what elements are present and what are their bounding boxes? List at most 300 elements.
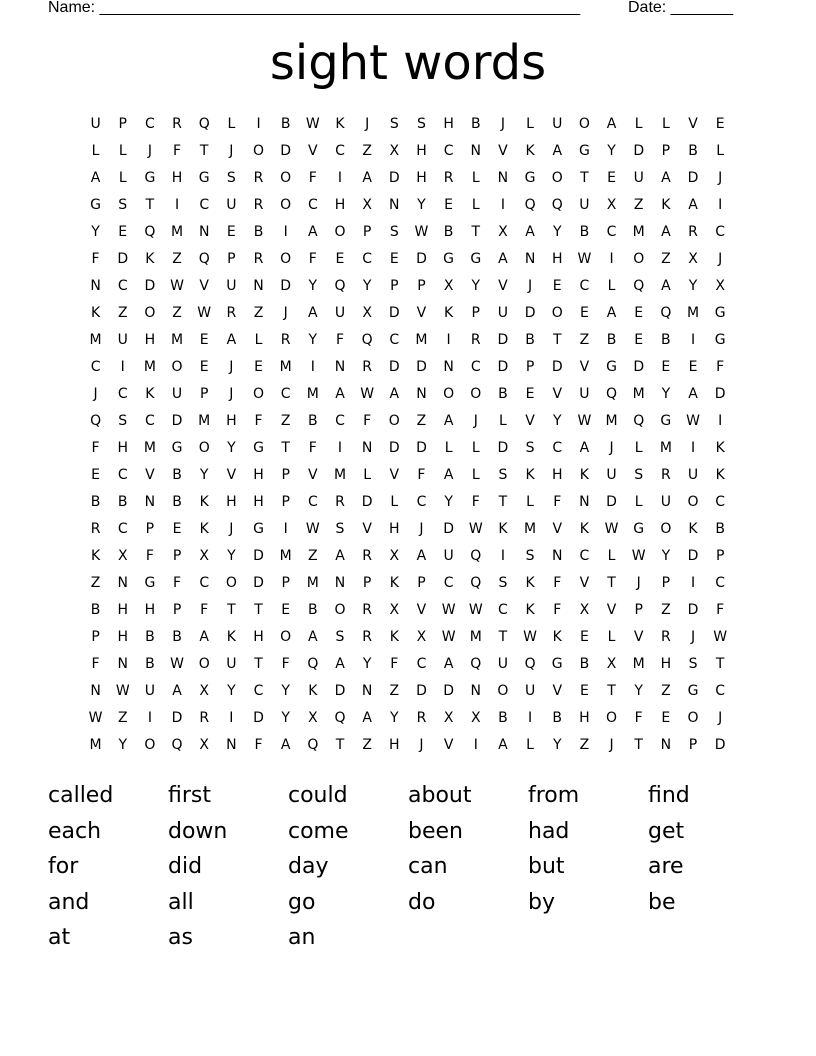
grid-letter: G	[606, 359, 617, 375]
grid-letter: J	[365, 116, 370, 132]
word-list-item: at	[48, 925, 71, 950]
grid-letter: X	[362, 305, 372, 321]
grid-letter: B	[552, 710, 563, 726]
grid-letter: T	[254, 656, 263, 672]
grid-letter: W	[468, 602, 483, 618]
word-list-item: first	[168, 783, 211, 808]
grid-letter: H	[226, 413, 237, 429]
grid-letter: N	[117, 575, 128, 591]
grid-letter: X	[443, 278, 454, 294]
grid-letter: H	[253, 467, 264, 483]
grid-letter: M	[143, 440, 156, 456]
grid-letter: W	[604, 521, 619, 537]
grid-letter: O	[253, 143, 265, 159]
grid-letter: F	[553, 494, 562, 510]
grid-letter: C	[335, 413, 345, 429]
grid-letter: G	[144, 170, 156, 186]
grid-letter: N	[389, 197, 400, 213]
grid-letter: O	[198, 440, 210, 456]
grid-row	[82, 300, 734, 327]
grid-letter: B	[117, 494, 128, 510]
grid-letter: H	[334, 197, 346, 213]
grid-letter: X	[199, 737, 209, 753]
grid-letter: K	[145, 251, 155, 267]
grid-letter: C	[145, 116, 155, 132]
grid-letter: Y	[688, 278, 698, 294]
grid-letter: E	[199, 332, 209, 348]
grid-letter: O	[551, 305, 563, 321]
grid-letter: W	[577, 251, 592, 267]
grid-letter: Z	[117, 710, 128, 726]
grid-letter: Y	[118, 737, 128, 753]
grid-letter: P	[199, 386, 209, 402]
grid-letter: C	[443, 143, 454, 159]
grid-letter: V	[606, 602, 617, 618]
grid-letter: F	[417, 467, 426, 483]
grid-letter: J	[147, 143, 152, 159]
grid-letter: N	[443, 359, 454, 375]
grid-letter: F	[91, 440, 100, 456]
grid-letter: L	[526, 494, 534, 510]
grid-letter: C	[199, 575, 210, 591]
grid-letter: G	[443, 251, 455, 267]
grid-letter: I	[120, 359, 125, 375]
grid-letter: B	[90, 602, 101, 618]
grid-letter: R	[660, 467, 671, 483]
grid-letter: W	[115, 683, 130, 699]
grid-letter: V	[443, 737, 454, 753]
grid-letter: I	[256, 116, 261, 132]
grid-letter: E	[661, 359, 671, 375]
grid-letter: I	[283, 521, 288, 537]
grid-letter: C	[606, 224, 617, 240]
grid-letter: V	[416, 602, 427, 618]
grid-letter: H	[171, 170, 183, 186]
word-list-item: and	[48, 889, 90, 915]
grid-letter: B	[172, 494, 182, 510]
grid-letter: B	[606, 332, 617, 348]
grid-letter: M	[89, 332, 102, 348]
grid-letter: C	[307, 494, 318, 510]
grid-letter: Y	[227, 683, 236, 699]
grid-letter: R	[172, 116, 182, 132]
grid-letter: P	[634, 602, 643, 618]
word-list-item: be	[648, 889, 676, 915]
grid-letter: X	[443, 710, 454, 726]
grid-letter: K	[688, 521, 698, 537]
grid-letter: C	[443, 575, 454, 591]
grid-letter: I	[473, 737, 478, 753]
grid-letter: G	[253, 440, 264, 456]
grid-letter: L	[363, 467, 372, 483]
grid-letter: H	[551, 467, 563, 483]
grid-letter: Y	[471, 278, 481, 294]
grid-letter: M	[632, 386, 645, 402]
grid-letter: D	[334, 683, 346, 699]
grid-letter: P	[281, 494, 290, 510]
grid-letter: E	[172, 521, 182, 537]
word-list-item: as	[168, 925, 193, 950]
grid-letter: T	[227, 602, 236, 618]
grid-letter: L	[91, 143, 100, 159]
grid-letter: Y	[308, 278, 318, 294]
grid-letter: Q	[307, 656, 319, 672]
grid-letter: E	[552, 278, 562, 294]
grid-letter: R	[660, 629, 671, 645]
grid-letter: E	[91, 467, 100, 483]
grid-letter: X	[117, 548, 128, 564]
page-title: sight words	[269, 35, 547, 91]
grid-letter: B	[498, 386, 508, 402]
grid-letter: G	[524, 170, 536, 186]
grid-letter: J	[229, 143, 234, 159]
grid-letter: S	[226, 170, 236, 186]
grid-letter: O	[253, 386, 265, 402]
grid-letter: C	[117, 521, 128, 537]
grid-letter: N	[660, 737, 672, 753]
grid-letter: K	[525, 143, 535, 159]
grid-letter: D	[280, 278, 292, 294]
grid-letter: P	[91, 629, 100, 645]
grid-letter: A	[199, 629, 209, 645]
grid-letter: W	[305, 116, 320, 132]
grid-letter: M	[143, 359, 156, 375]
grid-letter: R	[416, 710, 427, 726]
grid-letter: D	[388, 440, 400, 456]
grid-letter: D	[171, 413, 183, 429]
grid-letter: F	[281, 656, 290, 672]
grid-letter: V	[308, 467, 318, 483]
word-list	[48, 778, 788, 956]
grid-letter: I	[609, 251, 614, 267]
grid-letter: I	[690, 332, 696, 348]
grid-row	[82, 678, 734, 705]
grid-letter: S	[417, 116, 426, 132]
grid-letter: Y	[607, 143, 616, 159]
grid-row	[82, 651, 734, 678]
grid-letter: V	[552, 386, 563, 402]
grid-letter: C	[253, 683, 264, 699]
grid-letter: X	[579, 602, 590, 618]
grid-letter: E	[525, 386, 535, 402]
grid-letter: H	[144, 332, 156, 348]
word-list-item: can	[408, 854, 448, 879]
grid-letter: O	[606, 710, 618, 726]
grid-letter: T	[607, 683, 616, 699]
grid-letter: F	[308, 251, 317, 267]
grid-letter: D	[524, 305, 536, 321]
grid-letter: O	[144, 737, 156, 753]
grid-letter: C	[362, 251, 373, 267]
grid-letter: E	[444, 197, 454, 213]
grid-letter: Z	[362, 737, 372, 753]
grid-letter: X	[199, 683, 209, 699]
word-list-item: for	[48, 854, 79, 879]
grid-letter: N	[226, 737, 237, 753]
grid-letter: B	[470, 116, 481, 132]
grid-letter: A	[606, 116, 617, 132]
grid-letter: D	[388, 359, 400, 375]
grid-letter: D	[687, 170, 699, 186]
grid-letter: M	[686, 305, 700, 321]
grid-letter: Y	[227, 440, 236, 456]
grid-letter: B	[579, 224, 590, 240]
grid-letter: O	[280, 629, 292, 645]
grid-letter: L	[390, 494, 399, 510]
grid-row	[82, 165, 734, 192]
grid-letter: L	[634, 440, 643, 456]
grid-letter: S	[525, 548, 535, 564]
word-list-item: could	[288, 783, 348, 808]
grid-letter: O	[198, 656, 210, 672]
grid-letter: D	[714, 386, 726, 402]
grid-letter: W	[88, 710, 103, 726]
grid-letter: S	[118, 197, 128, 213]
grid-letter: B	[715, 521, 725, 537]
grid-letter: K	[90, 548, 101, 564]
grid-letter: U	[117, 332, 128, 348]
grid-letter: V	[362, 521, 372, 537]
grid-letter: Q	[633, 413, 645, 429]
grid-letter: M	[171, 332, 184, 348]
grid-letter: C	[335, 143, 345, 159]
grid-letter: F	[91, 656, 100, 672]
grid-letter: S	[498, 467, 508, 483]
word-list-item: all	[168, 889, 194, 915]
grid-row	[82, 570, 734, 597]
grid-letter: O	[334, 224, 346, 240]
grid-letter: I	[337, 440, 343, 456]
grid-letter: T	[552, 332, 562, 348]
grid-letter: V	[226, 467, 237, 483]
grid-letter: O	[334, 602, 346, 618]
grid-letter: F	[716, 602, 725, 618]
word-list-item: come	[288, 818, 349, 844]
grid-letter: D	[714, 737, 726, 753]
grid-letter: Y	[227, 548, 236, 564]
grid-letter: P	[145, 521, 155, 537]
grid-letter: C	[307, 197, 318, 213]
grid-letter: W	[170, 656, 184, 672]
grid-letter: T	[634, 737, 643, 753]
grid-letter: Q	[470, 575, 482, 591]
grid-letter: C	[715, 224, 726, 240]
grid-letter: X	[199, 548, 209, 564]
grid-letter: N	[334, 575, 346, 591]
grid-letter: O	[660, 521, 672, 537]
grid-letter: G	[253, 521, 264, 537]
grid-letter: M	[306, 575, 319, 591]
grid-letter: G	[90, 197, 101, 213]
grid-letter: R	[90, 521, 101, 537]
grid-letter: T	[498, 494, 508, 510]
grid-letter: F	[173, 143, 182, 159]
grid-letter: F	[254, 413, 263, 429]
grid-letter: H	[389, 521, 400, 537]
grid-letter: I	[500, 197, 505, 213]
grid-letter: Q	[524, 197, 536, 213]
grid-letter: W	[441, 629, 456, 645]
grid-letter: K	[498, 521, 508, 537]
grid-letter: H	[389, 737, 400, 753]
grid-letter: T	[715, 656, 725, 672]
grid-letter: C	[715, 494, 726, 510]
grid-letter: L	[607, 629, 616, 645]
grid-letter: Q	[334, 710, 346, 726]
grid-letter: F	[553, 575, 562, 591]
grid-letter: F	[390, 656, 399, 672]
grid-letter: M	[306, 386, 319, 402]
grid-letter: F	[200, 602, 209, 618]
grid-letter: E	[226, 224, 236, 240]
grid-letter: C	[145, 413, 155, 429]
grid-letter: B	[253, 224, 264, 240]
grid-letter: O	[225, 575, 237, 591]
grid-letter: J	[609, 440, 614, 456]
grid-letter: L	[634, 494, 643, 510]
grid-letter: W	[170, 278, 184, 294]
grid-letter: J	[528, 278, 533, 294]
grid-letter: X	[389, 143, 400, 159]
grid-letter: K	[525, 602, 535, 618]
grid-letter: G	[714, 305, 726, 321]
grid-letter: D	[388, 170, 400, 186]
grid-letter: W	[414, 224, 429, 240]
grid-letter: C	[117, 278, 128, 294]
grid-letter: T	[471, 224, 481, 240]
grid-letter: H	[416, 170, 427, 186]
grid-letter: M	[279, 359, 292, 375]
grid-letter: R	[253, 251, 264, 267]
grid-letter: A	[362, 710, 372, 726]
grid-letter: Q	[633, 278, 645, 294]
grid-letter: B	[145, 656, 155, 672]
grid-letter: N	[253, 278, 264, 294]
grid-letter: N	[334, 359, 346, 375]
grid-letter: D	[253, 710, 264, 726]
grid-letter: A	[661, 170, 671, 186]
grid-letter: E	[335, 251, 345, 267]
grid-letter: A	[579, 440, 590, 456]
grid-letter: K	[661, 197, 671, 213]
grid-letter: W	[360, 386, 375, 402]
grid-letter: E	[254, 359, 263, 375]
grid-letter: J	[690, 629, 696, 645]
grid-letter: U	[687, 467, 699, 483]
grid-letter: M	[605, 413, 618, 429]
grid-letter: U	[226, 656, 237, 672]
grid-letter: N	[579, 494, 590, 510]
grid-letter: Q	[144, 224, 156, 240]
grid-letter: M	[171, 224, 184, 240]
grid-letter: V	[498, 143, 508, 159]
grid-letter: D	[253, 548, 264, 564]
grid-letter: X	[606, 197, 617, 213]
grid-letter: I	[690, 440, 696, 456]
grid-letter: Y	[552, 737, 562, 753]
grid-letter: N	[144, 494, 156, 510]
grid-letter: E	[199, 359, 209, 375]
grid-letter: G	[470, 251, 482, 267]
grid-letter: Z	[308, 548, 318, 564]
grid-letter: D	[687, 548, 699, 564]
header	[0, 0, 816, 20]
grid-letter: B	[579, 656, 590, 672]
grid-letter: A	[525, 224, 535, 240]
grid-letter: C	[389, 332, 400, 348]
grid-row	[82, 624, 734, 651]
grid-letter: I	[147, 710, 152, 726]
grid-letter: P	[172, 548, 182, 564]
grid-letter: J	[718, 710, 723, 726]
grid-row	[82, 516, 734, 543]
grid-letter: Y	[281, 683, 290, 699]
grid-letter: F	[308, 170, 317, 186]
grid-letter: T	[281, 440, 290, 456]
grid-letter: A	[335, 656, 345, 672]
grid-letter: J	[229, 521, 234, 537]
grid-row	[82, 138, 734, 165]
grid-letter: K	[335, 116, 345, 132]
grid-letter: W	[305, 521, 320, 537]
grid-letter: Z	[389, 683, 400, 699]
grid-letter: S	[525, 440, 535, 456]
grid-letter: H	[253, 494, 264, 510]
grid-row	[82, 327, 734, 354]
grid-row	[82, 489, 734, 516]
grid-letter: D	[606, 494, 617, 510]
grid-letter: L	[227, 116, 236, 132]
grid-letter: X	[606, 656, 617, 672]
grid-letter: Y	[661, 548, 671, 564]
grid-letter: O	[633, 251, 645, 267]
grid-letter: W	[441, 602, 456, 618]
grid-letter: S	[498, 575, 508, 591]
grid-letter: B	[525, 332, 535, 348]
grid-letter: V	[525, 413, 535, 429]
grid-letter: R	[253, 197, 264, 213]
word-list-item: had	[528, 818, 570, 844]
grid-letter: M	[198, 413, 211, 429]
grid-letter: L	[471, 440, 480, 456]
grid-letter: U	[606, 467, 617, 483]
grid-letter: N	[198, 224, 210, 240]
grid-letter: I	[337, 170, 343, 186]
grid-letter: K	[199, 494, 209, 510]
grid-letter: V	[552, 683, 563, 699]
grid-letter: Y	[552, 413, 562, 429]
grid-letter: U	[226, 278, 237, 294]
grid-letter: E	[688, 359, 698, 375]
grid-letter: T	[498, 629, 508, 645]
grid-row	[82, 273, 734, 300]
grid-letter: I	[718, 197, 723, 213]
grid-letter: D	[633, 359, 645, 375]
grid-letter: A	[661, 224, 671, 240]
grid-letter: N	[361, 683, 373, 699]
grid-letter: O	[443, 386, 455, 402]
grid-letter: Z	[280, 413, 291, 429]
grid-letter: D	[551, 359, 563, 375]
grid-letter: Y	[634, 683, 643, 699]
grid-letter: W	[713, 629, 728, 645]
grid-letter: C	[416, 494, 427, 510]
grid-letter: M	[469, 629, 482, 645]
grid-letter: E	[118, 224, 128, 240]
grid-letter: D	[416, 440, 427, 456]
grid-letter: Z	[633, 197, 644, 213]
grid-letter: W	[197, 305, 212, 321]
